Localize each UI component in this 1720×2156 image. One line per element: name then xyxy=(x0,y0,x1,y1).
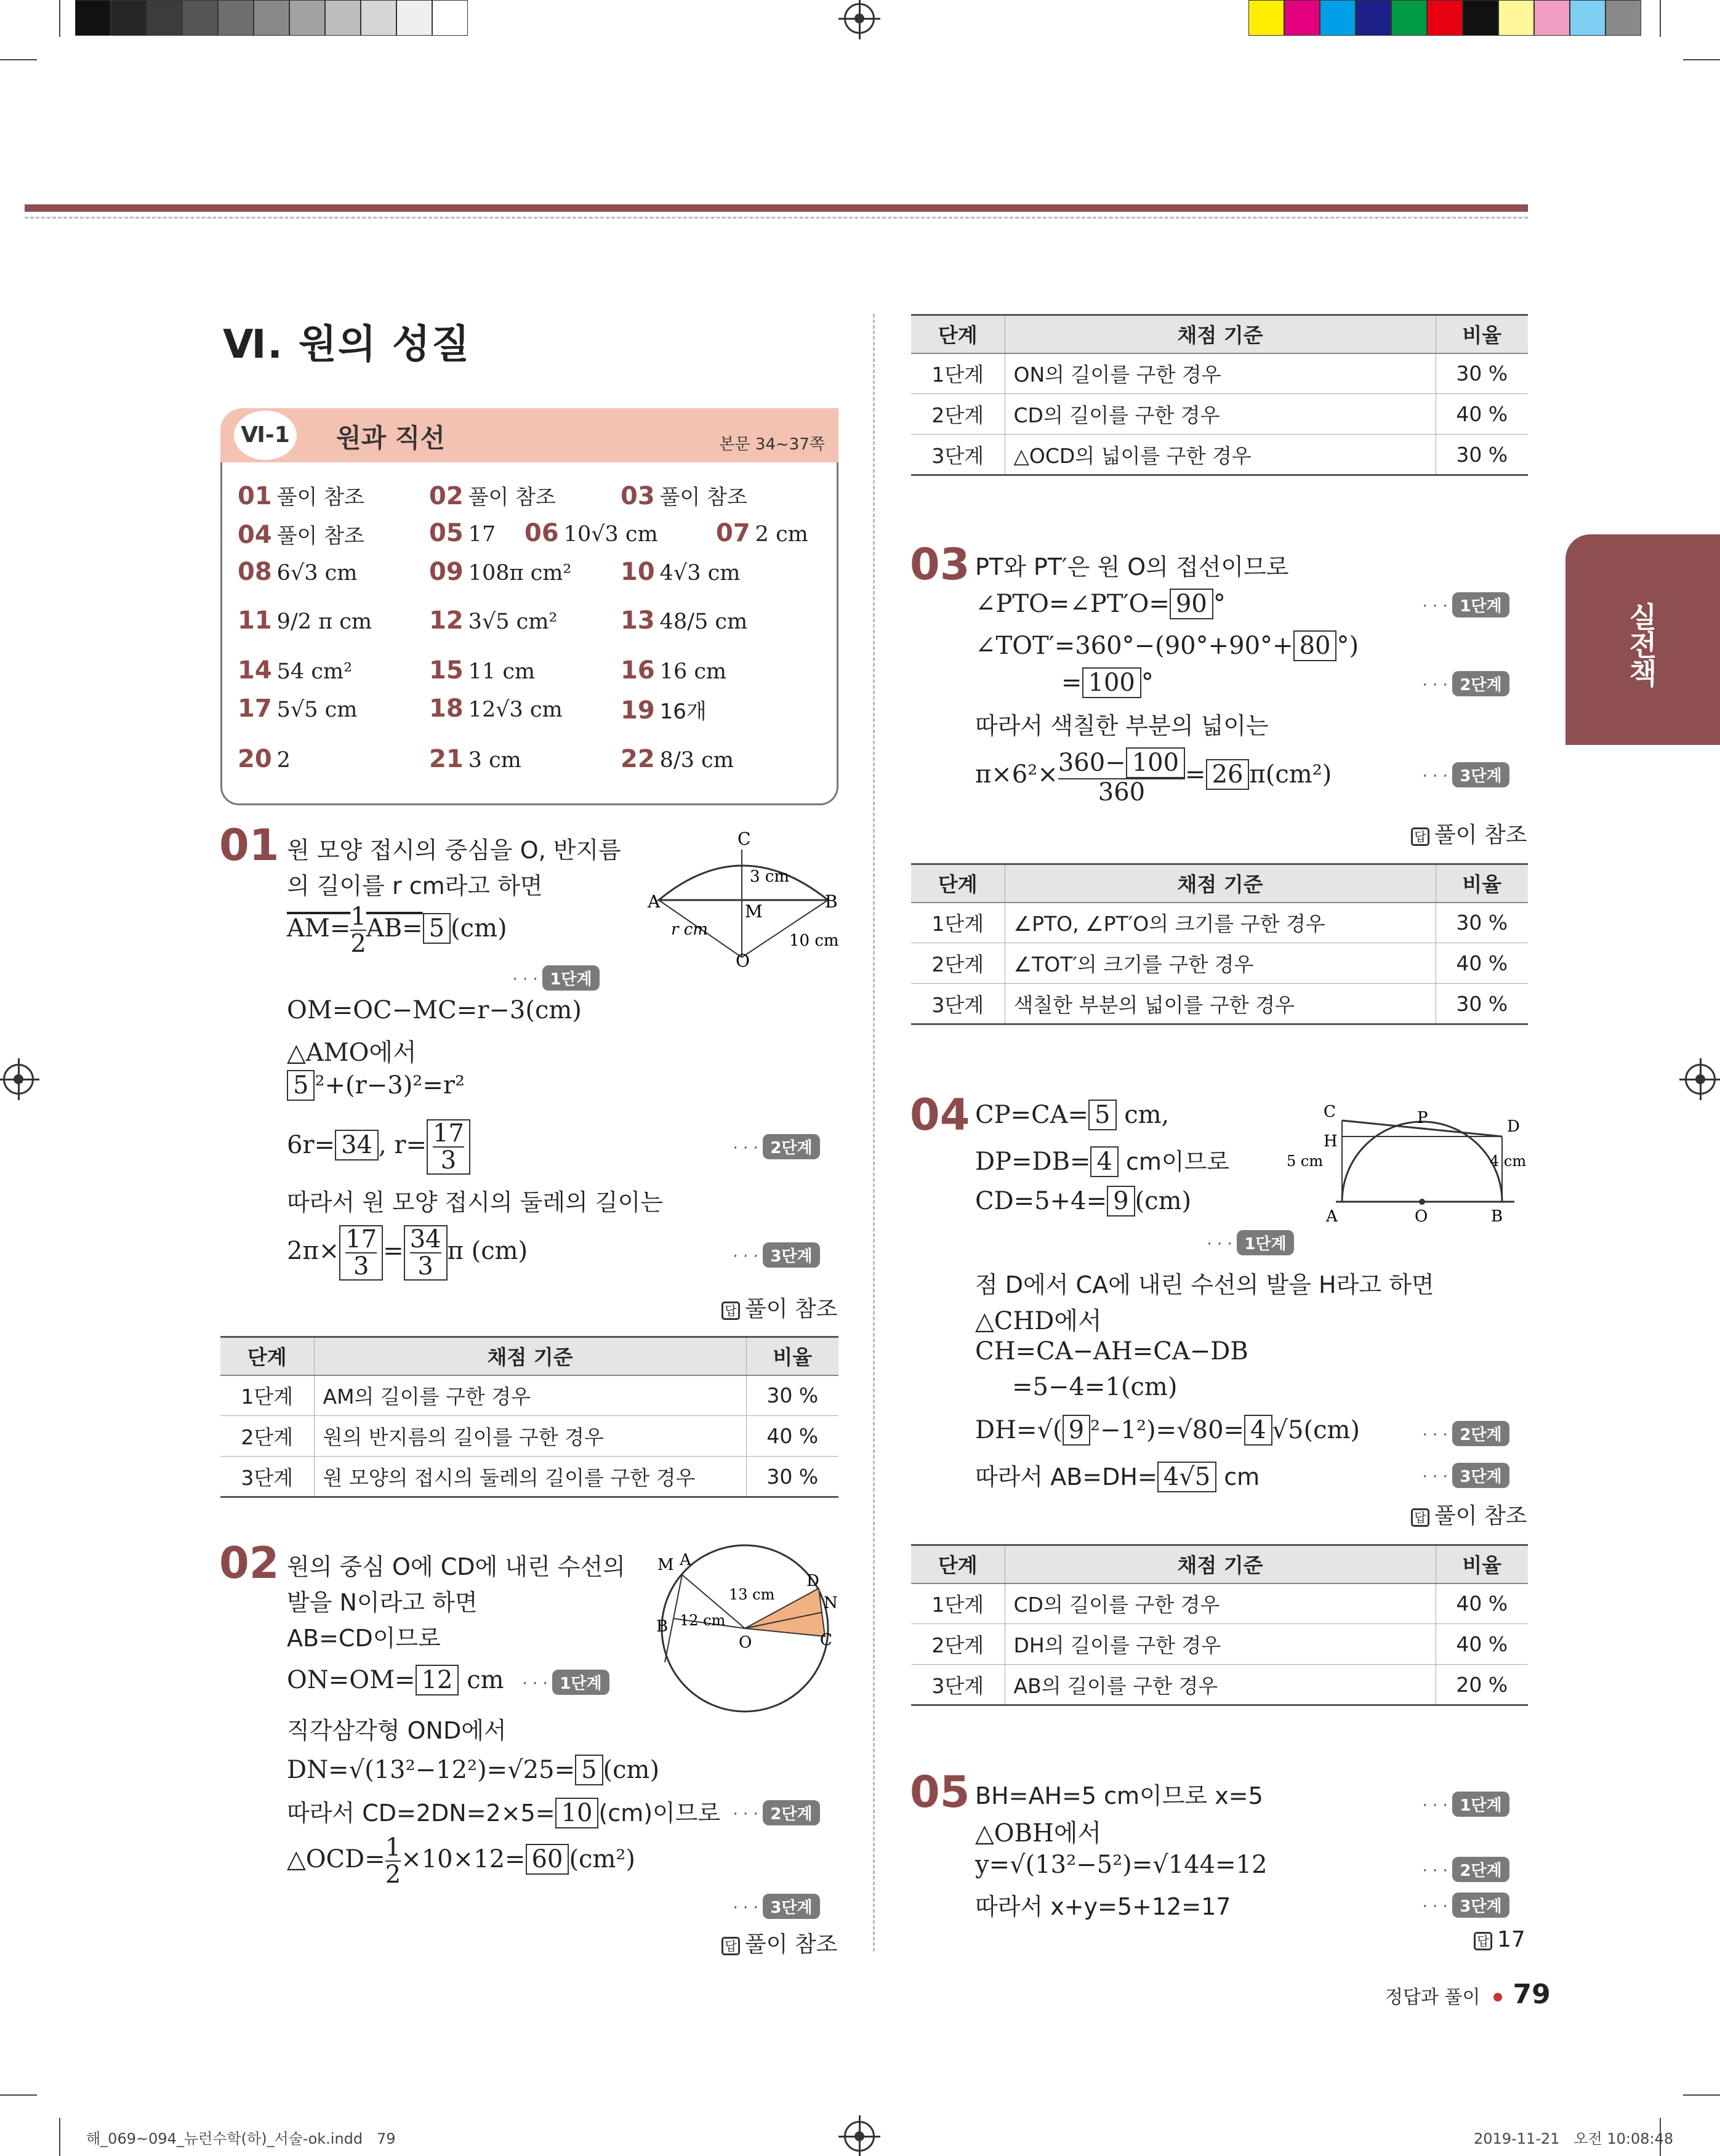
section-badge: Ⅵ-1 xyxy=(231,408,299,462)
page-number: 79 xyxy=(1513,1979,1551,2010)
gray-swatch xyxy=(75,0,111,36)
solution-line: =5−4=1(cm) xyxy=(1012,1373,1178,1401)
registration-mark-right xyxy=(1685,1064,1716,1095)
gray-swatch xyxy=(325,0,361,36)
answer-item: 20 2 xyxy=(238,745,291,773)
point-label: H xyxy=(1324,1132,1338,1151)
point-label: D xyxy=(1507,1117,1520,1136)
solution-line: 따라서 x+y=5+12=17 xyxy=(975,1893,1231,1920)
step-marker: · · · 1단계 xyxy=(522,1670,609,1695)
gray-swatch xyxy=(254,0,289,36)
question-number: 03 xyxy=(910,539,970,590)
solution-line: π×6²× $\frac{360- 100}{360}$ = 26 π(cm²) xyxy=(975,749,1332,806)
page-footer: 정답과 풀이 79 xyxy=(1385,1979,1551,2010)
solution-line: △CHD에서 xyxy=(975,1307,1102,1335)
point-label: O xyxy=(739,1633,752,1652)
section-page-ref: 본문 34~37쪽 xyxy=(719,435,825,454)
color-swatch xyxy=(1427,0,1463,36)
solution-line: 따라서 AB=DH= 4√5 cm xyxy=(975,1463,1260,1491)
point-label: M xyxy=(657,1556,674,1574)
answer-reference: 답 풀이 참조 xyxy=(721,1927,838,1958)
registration-mark-left xyxy=(3,1064,34,1095)
solution-line: CP=CA= 5 cm, xyxy=(975,1101,1170,1129)
solution-line: 원 모양 접시의 중심을 O, 반지름 xyxy=(287,837,621,864)
point-label: A xyxy=(648,891,661,912)
gray-swatch xyxy=(396,0,432,36)
column-divider xyxy=(873,314,875,1952)
solution-line: ∠TOT′=360°−(90°+90°+ 80 °) xyxy=(975,632,1359,660)
circle-chords-diagram xyxy=(653,1539,850,1724)
question-number: 02 xyxy=(219,1538,279,1588)
solution-line: 발을 N이라고 하면 xyxy=(287,1589,478,1616)
gray-swatch xyxy=(111,0,147,36)
solution-line: = 100 ° xyxy=(1061,669,1154,697)
answer-reference: 답 풀이 참조 xyxy=(1411,1498,1527,1530)
scoring-table-01: 단계 채점 기준 비율 1단계 AM의 길이를 구한 경우 30 % 2단계 원의 반지름의 길이를 구한 경우 40 % 3단계 원 모양의 접시의 둘레의 길이를 구한 경우 30 % xyxy=(220,1336,838,1498)
solution-line: AB=CD이므로 xyxy=(287,1625,441,1652)
plate-diagram xyxy=(640,825,843,973)
step-marker: · · · 2단계 xyxy=(733,1800,820,1825)
registration-mark-top xyxy=(844,3,875,34)
gray-swatch xyxy=(361,0,396,36)
step-marker: · · · 1단계 xyxy=(1422,592,1509,617)
answer-item: 11 9/2 π cm xyxy=(238,606,372,635)
crop-mark xyxy=(1660,0,1661,37)
question-number: 04 xyxy=(910,1090,970,1140)
length-label: 4 cm xyxy=(1490,1152,1527,1170)
solution-line: PT와 PT′은 원 O의 접선이므로 xyxy=(975,553,1289,581)
crop-mark xyxy=(59,2118,60,2156)
step-marker: · · · 2단계 xyxy=(733,1134,820,1159)
answer-item: 21 3 cm xyxy=(429,745,521,773)
step-marker: · · · 2단계 xyxy=(1422,671,1509,696)
file-info: 해_069~094_뉴런수학(하)_서술-ok.indd 79 xyxy=(86,2130,396,2147)
step-marker: · · · 2단계 xyxy=(1422,1421,1509,1446)
answer-item: 12 3√5 cm² xyxy=(429,606,558,635)
point-label: O xyxy=(1415,1207,1428,1225)
color-swatch xyxy=(1391,0,1427,36)
chapter-title: Ⅵ. 원의 성질 xyxy=(223,322,471,368)
answer-item: 02 풀이 참조 xyxy=(429,482,556,510)
solution-line: CD=5+4= 9 (cm) xyxy=(975,1187,1192,1215)
solution-line: DN=√(13²−12²)=√25= 5 (cm) xyxy=(287,1756,660,1784)
solution-line: 의 길이를 r cm라고 하면 xyxy=(287,872,543,899)
answer-item: 04 풀이 참조 xyxy=(238,521,364,549)
answer-reference: 답 풀이 참조 xyxy=(1411,818,1527,849)
point-label: C xyxy=(820,1631,832,1649)
point-label: C xyxy=(1324,1103,1336,1121)
answer-item: 06 10√3 cm xyxy=(524,519,658,547)
length-label: 13 cm xyxy=(729,1586,775,1603)
crop-mark xyxy=(0,2094,37,2096)
crop-mark xyxy=(59,0,60,37)
color-swatch xyxy=(1463,0,1498,36)
step-marker: · · · 3단계 xyxy=(733,1242,820,1268)
step-marker: · · · 2단계 xyxy=(1422,1857,1509,1882)
point-label: N xyxy=(824,1594,838,1612)
color-swatch xyxy=(1284,0,1320,36)
crop-mark xyxy=(1683,2094,1720,2096)
step-marker: · · · 3단계 xyxy=(1422,762,1509,787)
point-label: A xyxy=(1326,1207,1338,1225)
answer-item: 07 2 cm xyxy=(716,519,808,547)
color-swatch xyxy=(1356,0,1391,36)
gray-swatch xyxy=(289,0,325,36)
step-marker: · · · 3단계 xyxy=(1422,1893,1509,1918)
length-label: 5 cm xyxy=(1287,1152,1324,1170)
question-number: 01 xyxy=(219,820,279,871)
solution-line: DP=DB= 4 cm이므로 xyxy=(975,1148,1230,1176)
point-label: B xyxy=(825,891,838,912)
gray-swatch xyxy=(432,0,468,36)
step-marker: · · · 1단계 xyxy=(1207,1230,1294,1255)
point-label: A xyxy=(680,1551,691,1569)
solution-line: 직각삼각형 OND에서 xyxy=(287,1717,507,1744)
solution-line: ON=OM= 12 cm xyxy=(287,1666,504,1694)
solution-line: 점 D에서 CA에 내린 수선의 발을 H라고 하면 xyxy=(975,1271,1434,1298)
crop-mark xyxy=(1683,59,1720,60)
solution-line: 2π× $\frac{17}{3}$ = $\frac{34}{3}$ π (cm) xyxy=(287,1225,528,1281)
color-swatch xyxy=(1320,0,1356,36)
solution-line: 5 ²+(r−3)²=r² xyxy=(287,1070,465,1101)
solution-line: 6r= 34 , r= $\frac{17}{3}$ xyxy=(287,1119,470,1175)
solution-line: 따라서 원 모양 접시의 둘레의 길이는 xyxy=(287,1189,664,1216)
solution-line: OM=OC−MC=r−3(cm) xyxy=(287,996,582,1024)
solution-line: 따라서 색칠한 부분의 넓이는 xyxy=(975,712,1269,739)
gray-swatch xyxy=(182,0,218,36)
length-label: 12 cm xyxy=(680,1612,726,1629)
section-header xyxy=(220,408,838,462)
answer-item: 10 4√3 cm xyxy=(621,558,741,586)
solution-line: △OBH에서 xyxy=(975,1819,1102,1848)
registration-mark-bottom xyxy=(844,2121,875,2152)
section-title: 원과 직선 xyxy=(336,423,445,453)
step-marker: · · · 3단계 xyxy=(1422,1463,1509,1488)
answer-item: 01 풀이 참조 xyxy=(238,482,364,510)
header-bar xyxy=(25,204,1528,212)
step-marker: · · · 3단계 xyxy=(733,1894,820,1919)
solution-line: CH=CA−AH=CA−DB xyxy=(975,1337,1248,1366)
color-swatch xyxy=(1570,0,1605,36)
answer-item: 15 11 cm xyxy=(429,656,536,685)
point-label: P xyxy=(1417,1109,1428,1127)
point-label: M xyxy=(745,901,763,922)
question-number: 05 xyxy=(910,1767,970,1817)
point-label: O xyxy=(736,951,750,971)
gray-swatch xyxy=(218,0,254,36)
color-swatch xyxy=(1498,0,1534,36)
solution-line: ∠PTO=∠PT′O= 90 ° xyxy=(975,590,1226,618)
point-label: C xyxy=(737,829,751,849)
answer-item: 17 5√5 cm xyxy=(238,694,358,723)
answer-item: 22 8/3 cm xyxy=(621,745,734,773)
point-label: D xyxy=(806,1572,819,1590)
answer-item: 14 54 cm² xyxy=(238,656,353,685)
length-label: 10 cm xyxy=(789,931,839,950)
step-marker: · · · 1단계 xyxy=(1422,1792,1509,1817)
color-swatch xyxy=(1605,0,1641,36)
side-tab: 실전책 xyxy=(1565,534,1720,745)
final-answer: 답 17 xyxy=(1474,1927,1525,1952)
header-dash xyxy=(25,217,1528,219)
point-label: B xyxy=(656,1617,669,1636)
scoring-table-03: 단계 채점 기준 비율 1단계 ∠PTO, ∠PT′O의 크기를 구한 경우 30 % 2단계 ∠TOT′의 크기를 구한 경우 40 % 3단계 색칠한 부분의 넓이를 구한 경우 30 % xyxy=(911,863,1528,1025)
solution-line: 원의 중심 O에 CD에 내린 수선의 xyxy=(287,1553,625,1580)
solution-line: 따라서 CD=2DN=2×5= 10 (cm)이므로 xyxy=(287,1799,721,1827)
length-label: 3 cm xyxy=(750,867,790,886)
solution-line: y=√(13²−5²)=√144=12 xyxy=(975,1851,1268,1879)
point-label: B xyxy=(1491,1207,1503,1225)
print-date: 2019-11-21 오전 10:08:48 xyxy=(1474,2130,1674,2147)
answer-item: 05 17 xyxy=(429,519,496,547)
gray-swatch xyxy=(147,0,182,36)
solution-line: DH=√( 9 ²−1²)=√80= 4 √5(cm) xyxy=(975,1416,1360,1444)
scoring-table-02: 단계 채점 기준 비율 1단계 ON의 길이를 구한 경우 30 % 2단계 CD의 길이를 구한 경우 40 % 3단계 △OCD의 넓이를 구한 경우 30 % xyxy=(911,314,1528,476)
answer-item: 19 16개 xyxy=(621,696,707,725)
answer-item: 13 48/5 cm xyxy=(621,606,748,635)
answer-item: 09 108π cm² xyxy=(429,558,572,586)
step-marker: · · · 1단계 xyxy=(512,965,600,991)
solution-line: AM= $\frac{1}{2}$ AB= 5 (cm) xyxy=(287,903,507,958)
semicircle-tangent-diagram xyxy=(1287,1096,1533,1225)
crop-mark xyxy=(0,59,37,60)
solution-line: △AMO에서 xyxy=(287,1039,417,1067)
answer-reference: 답 풀이 참조 xyxy=(721,1292,838,1323)
solution-line: △OCD= $\frac{1}{2}$ ×10×12= 60 (cm²) xyxy=(287,1833,636,1889)
solution-line: BH=AH=5 cm이므로 x=5 xyxy=(975,1782,1263,1809)
answer-item: 18 12√3 cm xyxy=(429,694,563,723)
answer-item: 16 16 cm xyxy=(621,656,727,685)
answer-item: 03 풀이 참조 xyxy=(621,482,747,510)
length-label: r cm xyxy=(671,920,708,939)
color-swatch xyxy=(1248,0,1284,36)
scoring-table-04: 단계 채점 기준 비율 1단계 CD의 길이를 구한 경우 40 % 2단계 DH의 길이를 구한 경우 40 % 3단계 AB의 길이를 구한 경우 20 % xyxy=(911,1544,1528,1706)
color-swatch xyxy=(1534,0,1570,36)
answer-item: 08 6√3 cm xyxy=(238,558,358,586)
